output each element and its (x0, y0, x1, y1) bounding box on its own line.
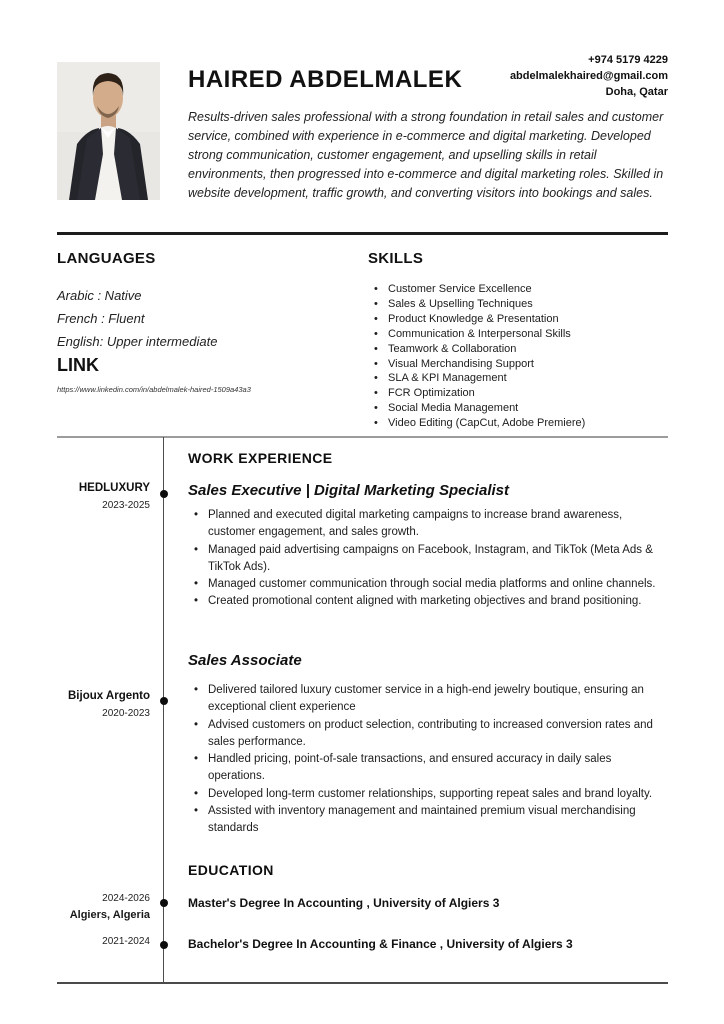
language-item: French : Fluent (57, 311, 145, 326)
profile-photo-illustration (57, 62, 160, 200)
job1-title: Sales Executive | Digital Marketing Specialist (188, 482, 509, 499)
person-name: HAIRED ABDELMALEK (188, 66, 463, 93)
timeline-dot-job2 (160, 697, 168, 705)
education-heading: EDUCATION (188, 862, 274, 878)
link-section (57, 355, 357, 394)
skill-item: • Video Editing (CapCut, Adobe Premiere) (368, 416, 678, 431)
job1-company: HEDLUXURY (78, 482, 150, 494)
edu1-dates: 2024-2026 (102, 893, 150, 904)
edu1-rail (0, 893, 150, 904)
job1-bullet: • Planned and executed digital marketing campaigns to increase brand awareness, customer engagement, and sales growth. (188, 507, 670, 542)
language-item: English: Upper intermediate (57, 334, 218, 349)
education-location: Algiers, Algeria (69, 909, 150, 921)
skill-item: • Sales & Upselling Techniques (368, 297, 678, 312)
job2-company: Bijoux Argento (68, 690, 150, 702)
job1-bullet: • Managed paid advertising campaigns on Facebook, Instagram, and TikTok (Meta Ads & TikTok Ads). (188, 542, 670, 577)
job1-bullets (188, 507, 670, 611)
job1-rail (0, 482, 150, 511)
skills-section (368, 250, 678, 431)
header-divider (57, 232, 668, 235)
professional-summary: Results-driven sales professional with a strong foundation in retail sales and customer service, combined with experience in e-commerce and digital marketing. Developed strong communication, customer engagement, and upselling skills in retail environments, then progressed into e-commerce and digital marketing roles. Skilled in website development, traffic growth, and converting visitors into bookings and sales. (188, 110, 664, 200)
edu2-rail (0, 936, 150, 947)
job2-bullet: • Delivered tailored luxury customer service in a high-end jewelry boutique, ensuring an exceptional client experience (188, 682, 670, 717)
profile-photo (57, 62, 160, 200)
languages-section (57, 250, 337, 353)
work-experience-heading: WORK EXPERIENCE (188, 450, 333, 466)
skill-item: • Visual Merchandising Support (368, 357, 678, 372)
timeline-dot-edu2 (160, 941, 168, 949)
section-divider (57, 436, 668, 438)
skill-item: • Social Media Management (368, 401, 678, 416)
job2-dates: 2020-2023 (102, 708, 150, 719)
email-address[interactable]: abdelmalekhaired@gmail.com (509, 70, 668, 82)
edu2-degree: Bachelor's Degree In Accounting & Finance , University of Algiers 3 (188, 937, 573, 951)
skill-item: • Product Knowledge & Presentation (368, 312, 678, 327)
footer-divider (57, 982, 668, 984)
linkedin-url[interactable]: https://www.linkedin.com/in/abdelmalek-haired-1509a43a3 (57, 385, 251, 394)
skills-list (368, 282, 678, 431)
job2-title: Sales Associate (188, 652, 302, 669)
timeline-dot-job1 (160, 490, 168, 498)
location-text: Doha, Qatar (605, 86, 668, 98)
job2-rail (0, 690, 150, 719)
job1-dates: 2023-2025 (102, 500, 150, 511)
job2-bullet: • Handled pricing, point-of-sale transactions, and ensured accuracy in daily sales operations. (188, 751, 670, 786)
skill-item: • Teamwork & Collaboration (368, 342, 678, 357)
edu2-dates: 2021-2024 (102, 936, 150, 947)
timeline-dot-edu1 (160, 899, 168, 907)
languages-list (57, 284, 337, 353)
skill-item: • SLA & KPI Management (368, 371, 678, 386)
skill-item: • Customer Service Excellence (368, 282, 678, 297)
job2-bullet: • Developed long-term customer relationships, supporting repeat sales and brand loyalty. (188, 786, 670, 803)
languages-heading: LANGUAGES (57, 250, 156, 267)
contact-block (408, 52, 668, 100)
language-item: Arabic : Native (57, 288, 142, 303)
job2-bullet: • Assisted with inventory management and maintained premium visual merchandising standards (188, 803, 670, 838)
link-heading: LINK (57, 355, 99, 375)
job2-bullet: • Advised customers on product selection, contributing to increased conversion rates and sales performance. (188, 717, 670, 752)
job1-bullet: • Managed customer communication through social media platforms and online channels. (188, 576, 670, 593)
phone-number: +974 5179 4229 (588, 54, 668, 66)
edu1-degree: Master's Degree In Accounting , University of Algiers 3 (188, 896, 500, 910)
skill-item: • Communication & Interpersonal Skills (368, 327, 678, 342)
job1-bullet: • Created promotional content aligned with marketing objectives and brand positioning. (188, 593, 670, 610)
job2-bullets (188, 682, 670, 838)
skill-item: • FCR Optimization (368, 386, 678, 401)
skills-heading: SKILLS (368, 250, 424, 267)
